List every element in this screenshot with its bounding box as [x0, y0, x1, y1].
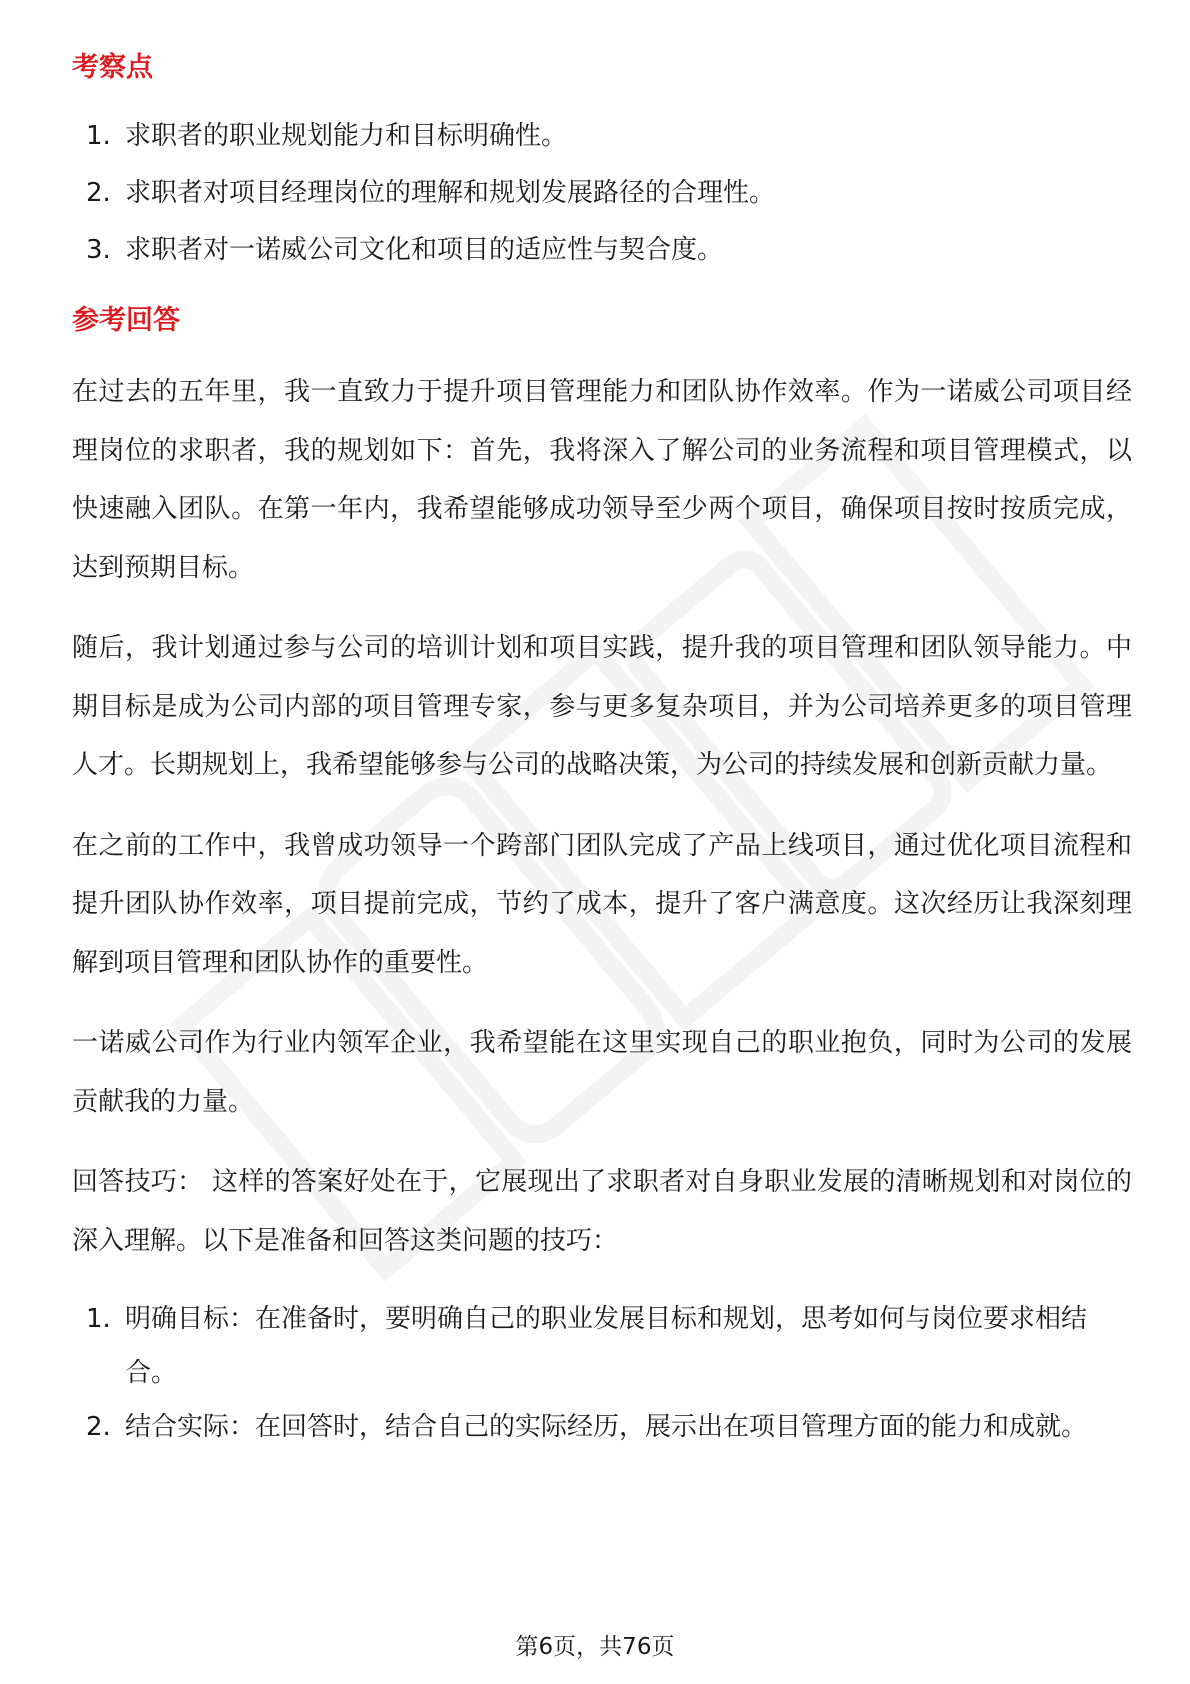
page-number-label: 第6页，共76页: [515, 1634, 675, 1660]
list-item-text: 求职者的职业规划能力和目标明确性。: [125, 121, 568, 151]
list-item-number: 2.: [86, 1412, 111, 1442]
list-item: [72, 1292, 1132, 1400]
page-content: [72, 48, 1132, 1454]
tips-list: [72, 1292, 1132, 1454]
page-footer: [0, 1632, 1190, 1662]
tips-intro-paragraph: 回答技巧： 这样的答案好处在于，它展现出了求职者对自身职业发展的清晰规划和对岗位的深入理解。以下是准备和回答这类问题的技巧：: [72, 1167, 1132, 1256]
section-title-answer: 参考回答: [72, 305, 180, 336]
answer-paragraph: 随后，我计划通过参与公司的培训计划和项目实践，提升我的项目管理和团队领导能力。中期目标是成为公司内部的项目管理专家，参与更多复杂项目，并为公司培养更多的项目管理人才。长期规划上，我希望能够参与公司的战略决策，为公司的持续发展和创新贡献力量。: [72, 633, 1132, 780]
list-item-number: 2.: [86, 178, 111, 208]
list-item-text: 求职者对一诺威公司文化和项目的适应性与契合度。: [125, 235, 724, 265]
answer-paragraph: 在之前的工作中，我曾成功领导一个跨部门团队完成了产品上线项目，通过优化项目流程和提升团队协作效率，项目提前完成，节约了成本，提升了客户满意度。这次经历让我深刻理解到项目管理和团队协作的重要性。: [72, 830, 1132, 978]
list-item-number: 1.: [86, 121, 111, 151]
list-item-text: 明确目标：在准备时，要明确自己的职业发展目标和规划，思考如何与岗位要求相结合。: [125, 1304, 1088, 1388]
list-item: [72, 1400, 1132, 1454]
list-item: [72, 222, 1132, 279]
list-item-number: 3.: [86, 235, 111, 265]
answer-paragraph: 一诺威公司作为行业内领军企业，我希望能在这里实现自己的职业抱负，同时为公司的发展贡献我的力量。: [72, 1028, 1132, 1117]
list-item-number: 1.: [86, 1304, 111, 1334]
answer-paragraph: 在过去的五年里，我一直致力于提升项目管理能力和团队协作效率。作为一诺威公司项目经理岗位的求职者，我的规划如下：首先，我将深入了解公司的业务流程和项目管理模式，以快速融入团队。在第一年内，我希望能够成功领导至少两个项目，确保项目按时按质完成，达到预期目标。: [72, 377, 1132, 583]
points-list: [72, 108, 1132, 279]
list-item: [72, 165, 1132, 222]
list-item-text: 结合实际：在回答时，结合自己的实际经历，展示出在项目管理方面的能力和成就。: [125, 1412, 1088, 1442]
list-item: [72, 108, 1132, 165]
list-item-text: 求职者对项目经理岗位的理解和规划发展路径的合理性。: [125, 178, 776, 208]
section-title-points: 考察点: [72, 52, 153, 83]
